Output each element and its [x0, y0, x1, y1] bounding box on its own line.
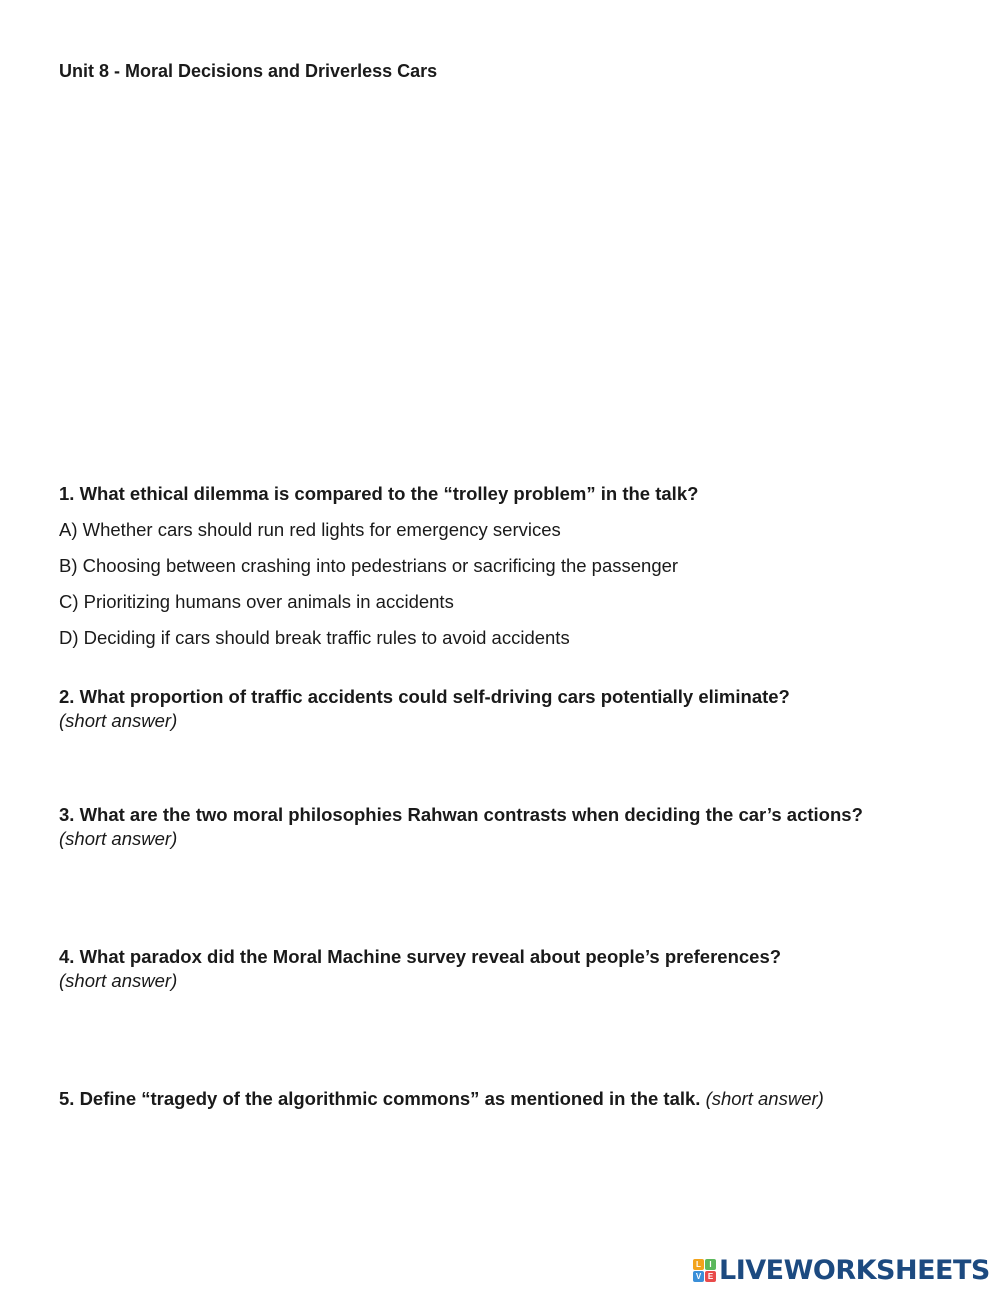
question-1-option-b: B) Choosing between crashing into pedestrians or sacrificing the passenger: [59, 555, 679, 576]
question-4: [59, 945, 781, 993]
liveworksheets-logo: [693, 1252, 990, 1288]
logo-mark-e: E: [705, 1271, 716, 1282]
question-3: [59, 803, 863, 851]
question-3-text: 3. What are the two moral philosophies Rahwan contrasts when deciding the car’s actions?: [59, 804, 863, 825]
logo-mark-icon: [693, 1259, 716, 1282]
question-5: [59, 1087, 824, 1111]
question-2-text: 2. What proportion of traffic accidents could self-driving cars potentially eliminate?: [59, 686, 790, 707]
question-1-option-d: D) Deciding if cars should break traffic rules to avoid accidents: [59, 627, 570, 648]
question-1-option-c: C) Prioritizing humans over animals in accidents: [59, 591, 454, 612]
logo-mark-i: I: [705, 1259, 716, 1270]
question-5-hint: (short answer): [705, 1088, 824, 1109]
question-1-text: 1. What ethical dilemma is compared to the “trolley problem” in the talk?: [59, 483, 699, 504]
question-5-text: 5. Define “tragedy of the algorithmic commons” as mentioned in the talk.: [59, 1088, 701, 1109]
logo-mark-v: V: [693, 1271, 704, 1282]
question-1-option-a: A) Whether cars should run red lights for emergency services: [59, 519, 561, 540]
question-4-hint: (short answer): [59, 970, 178, 991]
question-2-hint: (short answer): [59, 710, 178, 731]
question-3-hint: (short answer): [59, 828, 178, 849]
logo-text: LIVEWORKSHEETS: [719, 1254, 990, 1286]
question-2: [59, 685, 790, 733]
question-4-text: 4. What paradox did the Moral Machine survey reveal about people’s preferences?: [59, 946, 782, 967]
page-title: Unit 8 - Moral Decisions and Driverless Cars: [59, 61, 438, 81]
question-1: [59, 482, 698, 506]
logo-mark-l: L: [693, 1259, 704, 1270]
